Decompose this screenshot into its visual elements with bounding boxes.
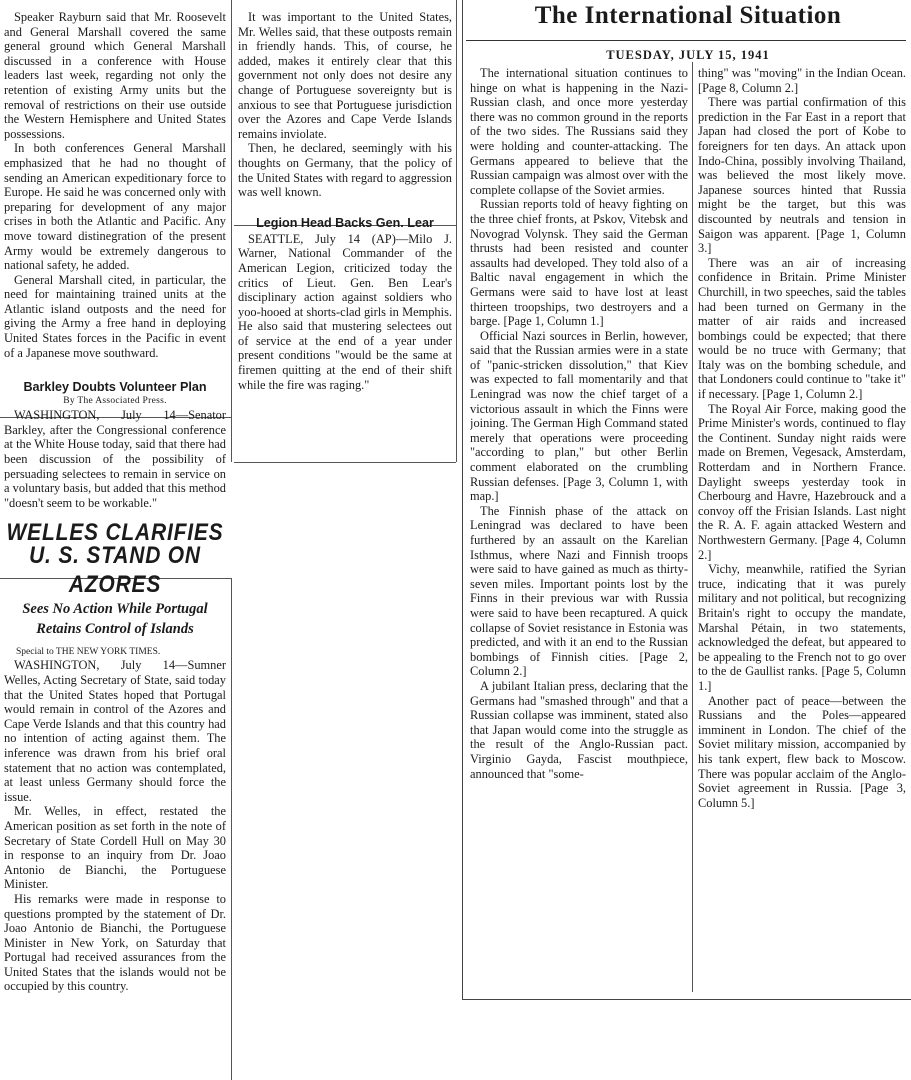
situation-paragraph: thing" was "moving" in the Indian Ocean. [Page 8, Column 2.] [698,66,906,95]
marshall-article [4,10,226,360]
column-rule-1 [231,0,232,462]
article-paragraph: WASHINGTON, July 14—Sumner Welles, Acting Secretary of State, said today that the United States hoped that Portugal would remain in control of the Azores and Cape Verde Islands and that this country had no intention of acting against them. The inference was drawn from his brief oral statement that no action was contemplated, at least unless Germany should force the issue. [4,658,226,804]
legion-bottom-rule [234,462,456,463]
welles-right-rule [231,578,232,1080]
column-2 [238,0,452,462]
column-3 [470,66,688,996]
column-4 [698,66,906,996]
article-paragraph: Mr. Welles, in effect, restated the American position as set forth in the note of Secretary of State Cordell Hull on May 30 in response to an inquiry from Dr. Joao Antonio de Bianchi, the Portuguese Minister. [4,804,226,892]
article-paragraph: General Marshall cited, in particular, the need for maintaining trained units at the Atlantic island outposts and the need for giving the Army a free hand in deploying United States forces in the Pacific in event of a Japanese move southward. [4,272,226,360]
situation-paragraph: Vichy, meanwhile, ratified the Syrian truce, indicating that it was purely military and not political, but recognizing Britain's right to occupy the mandate, Marshal Pétain, in two statements, acknowledged the defeat, but appeared to be appealing to the French not to go over to the de Gaullist ranks. [Page 5, Column 1.] [698,562,906,693]
dateline: TUESDAY, JULY 15, 1941 [606,48,770,62]
article-paragraph: Speaker Rayburn said that Mr. Roosevelt and General Marshall covered the same general ground which General Marshall discussed in a conference with House leaders last week, regarding not only the retention of existing Army units but the removal of restrictions on their use outside the Western Hemisphere and United States possessions. [4,10,226,141]
situation-paragraph: There was partial confirmation of this prediction in the Far East in a report that Japan had closed the port of Kobe to foreigners for ten days. An attack upon Indo-China, possibly involving Thailand, was believed the most likely move. Japanese sources hinted that Russia might be the target, but this was discounted by neutrals and tension in Saigon was apparent. [Page 1, Column 3.] [698,95,906,256]
welles-subhead-line-2: Retains Control of Islands [36,621,194,638]
situation-paragraph: A jubilant Italian press, declaring that the Germans had "smashed through" and that a Russian collapse was imminent, stated also that Japan would come into the struggle as the result of the Anglo-Russian pact. Virginio Gayda, Fascist mouthpiece, announced that "some- [470,678,688,781]
situation-paragraph: The Royal Air Force, making good the Prime Minister's words, continued to flay the Continent. Sunday night raids were made on Bremen, Vegesack, Amsterdam, Rotterdam and in Northern France. Daylight sweeps yesterday took in Cherbourg and Havre, Hazebrouck and a convoy off the Frisian Islands. Last night the R. A. F. again attacked Western and Northwestern Germany. [Page 4, Column 2.] [698,401,906,562]
situation-paragraph: There was an air of increasing confidence in Britain. Prime Minister Churchill, in two speeches, said the tables had been turned on Germany in the matter of air raids and increased bombings could be expected; that there would be no truce with Germany; that Italy was on the bombing schedule, and that Londoners could continue to "take it" if necessary. [Page 1, Column 2.] [698,255,906,402]
situation-paragraph: The Finnish phase of the attack on Leningrad was declared to have been furthered by an assault on the Karelian Isthmus, where Nazi and Finnish troops were said to have gained as much as thirty-seven miles. Important points lost by the Finns in their previous war with Russia were said to have been recaptured. A quick collapse of Soviet resistance in Estonia was predicted, and with it an end to the Russian bombings of Finnish cities. [Page 2, Column 2.] [470,503,688,679]
situation-paragraph: Another pact of peace—between the Russians and the Poles—appeared imminent in London. The chief of the Soviet military mission, accompanied by his tank expert, flew back to Moscow. There was popular acclaim of the Anglo-Soviet agreement in Russia. [Page 3, Column 5.] [698,693,906,810]
masthead: The International Situation [534,2,842,29]
article-paragraph: Then, he declared, seemingly with his thoughts on Germany, that the policy of the United States with regard to aggression was well known. [238,141,452,200]
welles-byline: Special to THE NEW YORK TIMES. [16,647,161,658]
welles-headline-line-1: WELLES CLARIFIES [6,519,224,547]
situation-paragraph: The international situation continues to hinge on what is happening in the Nazi-Russian clash, and once more yesterday there was no common ground in the reports of the two sides. The Russians said they were holding and counter-attacking. The Germans appeared to believe that the Russian campaign was almost over with the complete collapse of the Soviet armies. [470,66,688,197]
welles-subhead-line-1: Sees No Action While Portugal [22,601,208,618]
article-paragraph: It was important to the United States, Mr. Welles said, that these outposts remain in friendly hands. This, of course, he added, makes it entirely clear that this government not only does not desire any change of Portuguese sovereignty but is anxious to see that Portuguese jurisdiction over the Azores and Cape Verde Islands remains inviolate. [238,10,452,141]
column-rule-2 [456,0,457,462]
welles-headline-line-2: U. S. STAND ON AZORES [29,542,201,599]
legion-paragraph: SEATTLE, July 14 (AP)—Milo J. Warner, National Commander of the American Legion, criticized today the critics of Lieut. Gen. Ben Lear's disciplinary action against soldiers who yoo-hooed at shorts-clad girls in Memphis. He also said that mustering selectees out of service at the end of a year under present conditions "would be the same at firemen quitting at the end of their shift while the fire was raging." [238,231,452,392]
column-1 [4,0,226,1080]
situation-paragraph: Russian reports told of heavy fighting on the three chief fronts, at Pskov, Vitebsk and Novograd Volynsk. They said the German thrusts had been resisted and counter assaults had developed. They told also of a Baltic naval engagement in which the Germans were said to have lost at least thirteen troopships, two destroyers and a barge. [Page 1, Column 1.] [470,197,688,329]
inner-column-rule [692,62,693,992]
masthead-rule [466,40,906,41]
article-paragraph: His remarks were made in response to questions prompted by the statement of Dr. Joao Antonio de Bianchi, the Portuguese Minister in New York, on Saturday that Portugal had received assurances from the United States that the islands would not be occupied by this country. [4,891,226,994]
barkley-paragraph: WASHINGTON, July 14—Senator Barkley, after the Congressional conference at the White House today, said that there had been discussion of the possibility of persuading selectees to remain in service on a voluntary basis, but added that this method "doesn't seem to be workable." [4,408,226,510]
situation-paragraph: Official Nazi sources in Berlin, however, said that the Russian armies were in a state of "panic-stricken dissolution," that Kiev was expected to fall momentarily and that Leningrad was now the chief target of a victorious assault in which the Finns were joining. The German High Command stated merely that operations were proceeding "according to plan," but other Berlin comment elaborated on the crumbling Russian defenses. [Page 3, Column 1, with map.] [470,328,688,504]
barkley-headline: Barkley Doubts Volunteer Plan [23,380,207,395]
legion-headline: Legion Head Backs Gen. Lear [256,215,434,230]
article-paragraph: In both conferences General Marshall emphasized that he had no thought of sending an American expeditionary force to Europe. He said he was concerned only with preparing for development of any major crises in both the Atlantic and Pacific. Any move toward distinegration of the present Army would be extremely dangerous to national safety, he added. [4,141,226,273]
barkley-byline: By The Associated Press. [63,396,167,407]
